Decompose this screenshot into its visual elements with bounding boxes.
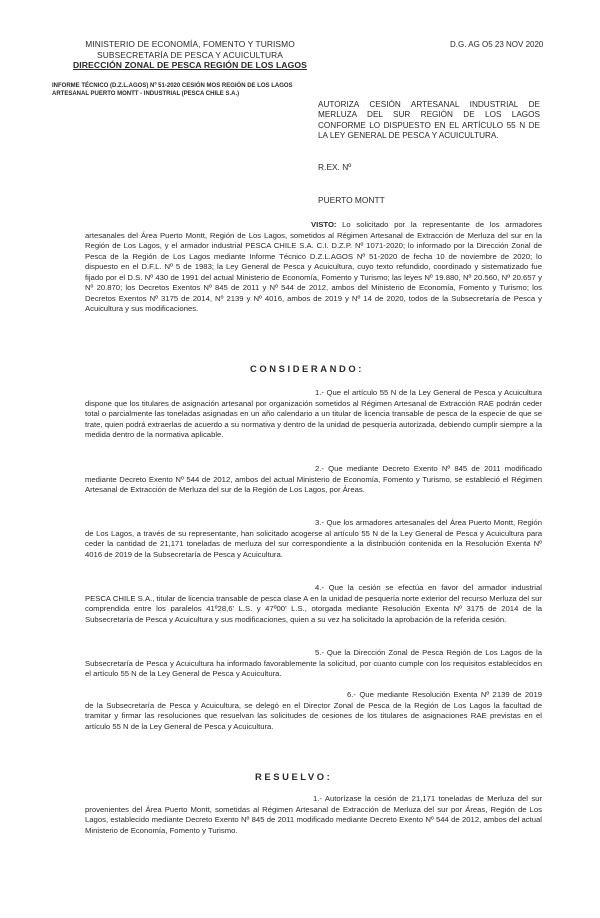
letterhead (40, 39, 340, 71)
document-code: D.G. AG O5 23 NOV 2020 (450, 40, 544, 49)
place-label: PUERTO MONTT (318, 195, 385, 205)
considerando-5 (85, 648, 542, 680)
resuelvo-heading: RESUELVO: (255, 771, 333, 782)
considerando-2 (85, 464, 542, 496)
considerando-4 (85, 583, 542, 625)
directorate-name: DIRECCIÓN ZONAL DE PESCA REGIÓN DE LOS LAGOS (72, 60, 308, 70)
resolution-number-label: R.EX. Nº (318, 162, 352, 172)
visto-paragraph (85, 220, 542, 315)
reference-line-2: ARTESANAL PUERTO MONTT - INDUSTRIAL (PESCA CHILE S.A.) (52, 90, 240, 97)
resuelvo-1 (85, 794, 542, 836)
considerando-text: 4.- Que la cesión se efectúa en favor del armador industrial PESCA CHILE S.A., titular de licencia transable de pesca clase A en la unidad de pesquería norte exterior del recurso Merluza del sur comprendida entre los paralelos 41º28,6' L.S. y 47º00' L.S., otorgada mediante Resolución Exenta Nº 3175 de 2014 de la Subsecretaría de Pesca y Acuicultura y sus modificaciones, quien a su vez ha solicitado la aprobación de la referida cesión. (85, 583, 542, 624)
ministry-name: MINISTERIO DE ECONOMÍA, FOMENTO Y TURISMO (85, 39, 295, 49)
resolution-summary: AUTORIZA CESIÓN ARTESANAL INDUSTRIAL DE MERLUZA DEL SUR REGIÓN DE LOS LAGOS CONFORME LO DISPUESTO EN EL ARTÍCULO 55 N DE LA LEY GENERAL DE PESCA Y ACUICULTURA. (318, 100, 540, 141)
considerando-text: 3.- Que los armadores artesanales del Área Puerto Montt, Región de Los Lagos, a través de su representante, han solicitado acogerse al artículo 55 N de la Ley General de Pesca y Acuicultura para ceder la cantidad de 21,171 toneladas de merluza del sur correspondiente a la distribución contenida en la Resolución Exenta Nº 4016 de 2019 de la Subsecretaría de Pesca y Acuicultura. (85, 518, 542, 559)
considerando-text: 6.- Que mediante Resolución Exenta Nº 2139 de 2019 de la Subsecretaría de Pesca y Acuicultura, se delegó en el Director Zonal de Pesca de la Región de Los Lagos la facultad de tramitar y firmar las resoluciones que resuelvan las solicitudes de cesiones de los titulares de asignaciones RAE previstas en el artículo 55 N de la Ley General de Pesca y Acuicultura. (85, 690, 542, 731)
visto-label: VISTO: (311, 220, 337, 229)
considerando-text: 1.- Que el artículo 55 N de la Ley General de Pesca y Acuicultura dispone que los titulares de asignación artesanal por organización sometidos al Régimen Artesanal de Extracción RAE podrán ceder total o parcialmente las toneladas asignadas en un año calendario a un titular de licencia transable de pesca de la especie de que se trate, quien podrá extraerlas de acuerdo a su normativa y dentro de la unidad de pesquería autorizada, debiendo cumplir siempre a la medida dentro de la normativa aplicable. (85, 388, 542, 439)
reference-line-1: INFORME TÉCNICO (D.Z.L.AGOS) Nº 51-2020 CESIÓN MOS REGIÓN DE LOS LAGOS (52, 83, 293, 89)
reference-block (52, 83, 352, 99)
resuelvo-text: 1.- Autorízase la cesión de 21,171 toneladas de Merluza del sur provenientes del Área Puerto Montt, sometidas al Régimen Artesanal de Extracción de Merluza del sur por Áreas, Región de Los Lagos, establecido mediante Decreto Exento Nº 845 de 2011 modificado mediante Decreto Exento Nº 544 de 2012, ambos del actual Ministerio de Economía, Fomento y Turismo. (85, 794, 542, 835)
visto-text: Lo solicitado por la representante de los armadores artesanales del Área Puerto Montt, Región de Los Lagos, sometidos al Régimen Artesanal de Extracción de Merluza del sur en la Región de Los Lagos, y el armador industrial PESCA CHILE S.A. C.I. D.Z.P. Nº 1071-2020; lo informado por la Dirección Zonal de Pesca de la Región de Los Lagos mediante Informe Técnico D.Z.L.AGOS Nº 51-2020 de fecha 10 de noviembre de 2020; lo dispuesto en el D.F.L. Nº 5 de 1983; la Ley General de Pesca y Acuicultura, cuyo texto refundido, coordinado y sistematizado fue fijado por el D.S. Nº 430 de 1991 del actual Ministerio de Economía, Fomento y Turismo; las leyes Nº 19.880, Nº 20.560, Nº 20.657 y Nº 20.870; los Decretos Exentos Nº 845 de 2011 y Nº 544 de 2012, ambos del Ministerio de Economía, Fomento y Turismo; los Decretos Exentos Nº 3175 de 2014, Nº 2139 y Nº 4016, ambos de 2019 y Nº 14 de 2020, todos de la Subsecretaría de Pesca y Acuicultura y sus modificaciones. (85, 220, 542, 313)
considerando-text: 5.- Que la Dirección Zonal de Pesca Región de Los Lagos de la Subsecretaría de Pesca y Acuicultura ha informado favorablemente la solicitud, por cuanto cumple con los requisitos establecidos en el artículo 55 N de la Ley General de Pesca y Acuicultura. (85, 648, 542, 678)
undersecretariat-name: SUBSECRETARÍA DE PESCA Y ACUICULTURA (97, 49, 283, 60)
considerando-heading: CONSIDERANDO: (250, 363, 365, 374)
considerando-3 (85, 518, 542, 560)
considerando-text: 2.- Que mediante Decreto Exento Nº 845 de 2011 modificado mediante Decreto Exento Nº 544 de 2012, ambos del actual Ministerio de Economía, Fomento y Turismo, se estableció el Régimen Artesanal de Extracción de Merluza del sur de la Región de Los Lagos, por Áreas. (85, 464, 542, 494)
considerando-1 (85, 388, 542, 441)
considerando-6 (85, 690, 542, 732)
